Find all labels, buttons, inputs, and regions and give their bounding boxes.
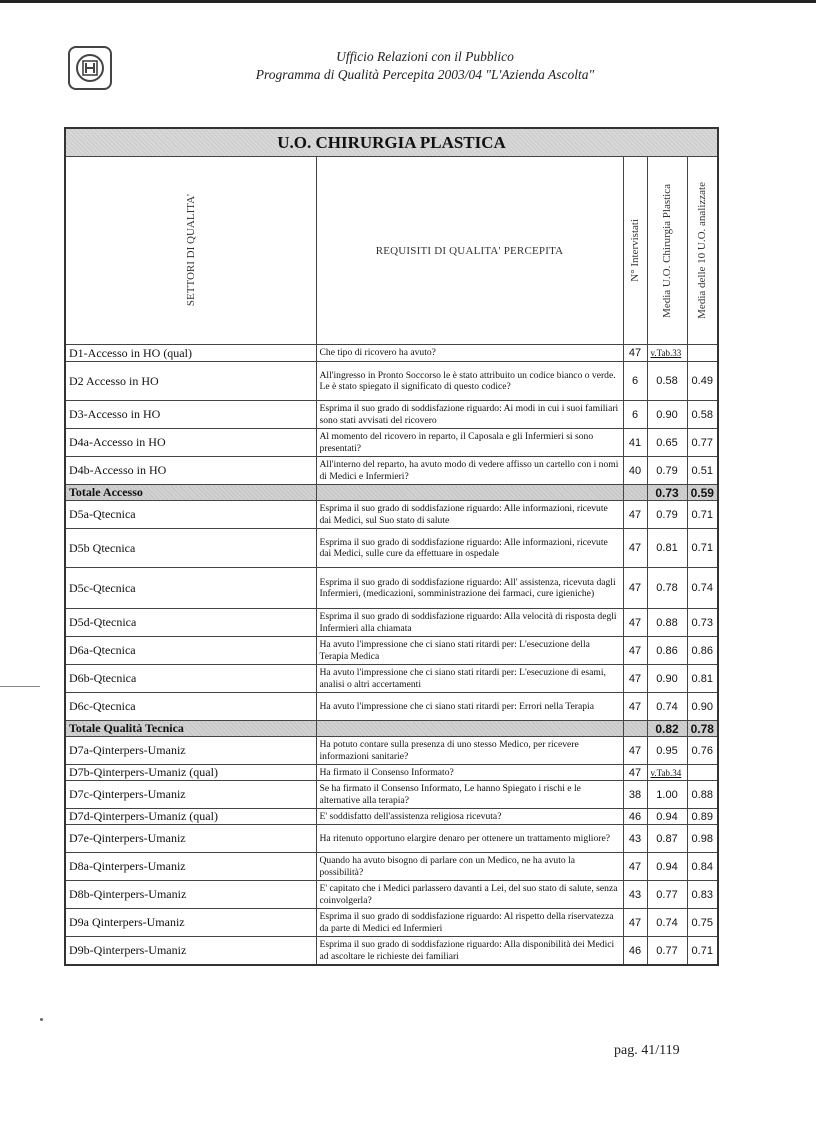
- all-mean-cell: 0.86: [687, 637, 718, 665]
- total-label: Totale Accesso: [65, 485, 316, 501]
- sector-cell: D8b-Qinterpers-Umaniz: [65, 881, 316, 909]
- all-mean-cell: 0.74: [687, 568, 718, 609]
- table-row: [65, 909, 718, 937]
- table-row: [65, 781, 718, 809]
- total-n-empty: [623, 721, 647, 737]
- all-mean-cell: [687, 765, 718, 781]
- requirement-cell: Esprima il suo grado di soddisfazione riguardo: Ai modi in cui i suoi familiari sono stati avvisati del ricovero: [316, 401, 623, 429]
- requirement-cell: E' capitato che i Medici parlassero davanti a Lei, del suo stato di salute, senza coinvolgerla?: [316, 881, 623, 909]
- requirement-cell: Quando ha avuto bisogno di parlare con un Medico, ne ha avuto la possibilità?: [316, 853, 623, 881]
- unit-mean-cell: 0.77: [647, 881, 687, 909]
- sector-cell: D3-Accesso in HO: [65, 401, 316, 429]
- table-row: [65, 853, 718, 881]
- page-header: [230, 48, 620, 84]
- sector-cell: D5b Qtecnica: [65, 529, 316, 568]
- sector-cell: D7c-Qinterpers-Umaniz: [65, 781, 316, 809]
- hospital-logo-icon: [68, 46, 112, 90]
- total-unit-mean: 0.73: [647, 485, 687, 501]
- interviewed-cell: 41: [623, 429, 647, 457]
- all-mean-cell: [687, 345, 718, 362]
- col-unit-mean-header: [647, 157, 687, 345]
- interviewed-cell: 6: [623, 401, 647, 429]
- table-row: [65, 693, 718, 721]
- unit-mean-cell: 0.77: [647, 937, 687, 966]
- sector-cell: D7b-Qinterpers-Umaniz (qual): [65, 765, 316, 781]
- interviewed-cell: 47: [623, 529, 647, 568]
- requirement-cell: Esprima il suo grado di soddisfazione riguardo: Alle informazioni, ricevute dai Medici, sul Suo stato di salute: [316, 501, 623, 529]
- requirement-cell: Ha avuto l'impressione che ci siano stati ritardi per: Errori nella Terapia: [316, 693, 623, 721]
- sector-cell: D7e-Qinterpers-Umaniz: [65, 825, 316, 853]
- sector-cell: D2 Accesso in HO: [65, 362, 316, 401]
- header-program: Programma di Qualità Percepita 2003/04 "L'Azienda Ascolta": [255, 67, 595, 82]
- requirement-cell: Ha ritenuto opportuno elargire denaro per ottenere un trattamento migliore?: [316, 825, 623, 853]
- all-mean-cell: 0.84: [687, 853, 718, 881]
- unit-mean-cell: 0.94: [647, 809, 687, 825]
- col-all-mean-header: [687, 157, 718, 345]
- requirement-cell: Ha firmato il Consenso Informato?: [316, 765, 623, 781]
- scan-top-edge: [0, 0, 816, 3]
- interviewed-cell: 43: [623, 881, 647, 909]
- table-row: [65, 809, 718, 825]
- interviewed-cell: 47: [623, 853, 647, 881]
- table-row: [65, 881, 718, 909]
- all-mean-cell: 0.71: [687, 529, 718, 568]
- table-reference-link[interactable]: v.Tab.33: [647, 345, 687, 362]
- unit-mean-cell: 1.00: [647, 781, 687, 809]
- sector-cell: D9b-Qinterpers-Umaniz: [65, 937, 316, 966]
- unit-mean-cell: 0.79: [647, 501, 687, 529]
- col-interviewed-header: [623, 157, 647, 345]
- requirement-cell: Che tipo di ricovero ha avuto?: [316, 345, 623, 362]
- table-row: [65, 765, 718, 781]
- all-mean-cell: 0.76: [687, 737, 718, 765]
- sectors-header-text: SETTORI DI QUALITA': [184, 194, 197, 307]
- interviewed-cell: 47: [623, 765, 647, 781]
- header-office: Ufficio Relazioni con il Pubblico: [336, 49, 514, 64]
- table-row: [65, 529, 718, 568]
- all-mean-cell: 0.90: [687, 693, 718, 721]
- sector-cell: D8a-Qinterpers-Umaniz: [65, 853, 316, 881]
- requirement-cell: E' soddisfatto dell'assistenza religiosa ricevuta?: [316, 809, 623, 825]
- requirement-cell: Ha potuto contare sulla presenza di uno stesso Medico, per ricevere informazioni sanitarie?: [316, 737, 623, 765]
- total-n-empty: [623, 485, 647, 501]
- table-row: [65, 362, 718, 401]
- interviewed-cell: 38: [623, 781, 647, 809]
- unit-mean-cell: 0.88: [647, 609, 687, 637]
- all-mean-cell: 0.81: [687, 665, 718, 693]
- unit-mean-cell: 0.78: [647, 568, 687, 609]
- table-title: U.O. CHIRURGIA PLASTICA: [65, 128, 718, 157]
- sector-cell: D1-Accesso in HO (qual): [65, 345, 316, 362]
- requirement-cell: All'ingresso in Pronto Soccorso le è stato attribuito un codice bianco o verde. Le è stato spiegato il significato di questo codice?: [316, 362, 623, 401]
- interviewed-cell: 46: [623, 937, 647, 966]
- table-row: [65, 825, 718, 853]
- sector-cell: D4b-Accesso in HO: [65, 457, 316, 485]
- requirement-cell: Ha avuto l'impressione che ci siano stati ritardi per: L'esecuzione di esami, analisi o altri accertamenti: [316, 665, 623, 693]
- table-row: [65, 665, 718, 693]
- table-row: [65, 637, 718, 665]
- table-row: [65, 401, 718, 429]
- requirement-cell: Ha avuto l'impressione che ci siano stati ritardi per: L'esecuzione della Terapia Medica: [316, 637, 623, 665]
- requirement-cell: Al momento del ricovero in reparto, il Caposala e gli Infermieri si sono presentati?: [316, 429, 623, 457]
- col-sectors-header: [65, 157, 316, 345]
- all-mean-cell: 0.71: [687, 501, 718, 529]
- total-all-mean: 0.59: [687, 485, 718, 501]
- interviewed-cell: 47: [623, 737, 647, 765]
- total-unit-mean: 0.82: [647, 721, 687, 737]
- unit-mean-cell: 0.90: [647, 401, 687, 429]
- requirement-cell: Se ha firmato il Consenso Informato, Le hanno Spiegato i rischi e le alternative alla terapia?: [316, 781, 623, 809]
- unit-mean-cell: 0.65: [647, 429, 687, 457]
- table-title-row: [65, 128, 718, 157]
- all-mean-cell: 0.73: [687, 609, 718, 637]
- unit-mean-cell: 0.81: [647, 529, 687, 568]
- table-row: [65, 568, 718, 609]
- interviewed-cell: 47: [623, 637, 647, 665]
- interviewed-header-text: N° Intervistati: [629, 219, 641, 282]
- table-row: [65, 457, 718, 485]
- scan-mark: [0, 686, 40, 687]
- unit-mean-cell: 0.86: [647, 637, 687, 665]
- sector-cell: D7d-Qinterpers-Umaniz (qual): [65, 809, 316, 825]
- all-mean-cell: 0.77: [687, 429, 718, 457]
- all-mean-cell: 0.98: [687, 825, 718, 853]
- all-mean-cell: 0.51: [687, 457, 718, 485]
- total-req-empty: [316, 485, 623, 501]
- scan-speck: [40, 1018, 43, 1021]
- interviewed-cell: 47: [623, 693, 647, 721]
- interviewed-cell: 47: [623, 568, 647, 609]
- total-req-empty: [316, 721, 623, 737]
- page-number: pag. 41/119: [614, 1043, 680, 1058]
- interviewed-cell: 47: [623, 609, 647, 637]
- all-mean-cell: 0.49: [687, 362, 718, 401]
- interviewed-cell: 47: [623, 909, 647, 937]
- unit-mean-cell: 0.79: [647, 457, 687, 485]
- quality-table: [64, 127, 719, 966]
- requirement-cell: Esprima il suo grado di soddisfazione riguardo: Alla disponibilità dei Medici ad ascoltare le richieste dei familiari: [316, 937, 623, 966]
- all-mean-cell: 0.71: [687, 937, 718, 966]
- requirement-cell: Esprima il suo grado di soddisfazione riguardo: All' assistenza, ricevuta dagli Infermieri, (medicazioni, somministrazione dei farmaci, cure igieniche): [316, 568, 623, 609]
- total-all-mean: 0.78: [687, 721, 718, 737]
- unit-mean-cell: 0.74: [647, 693, 687, 721]
- requirement-cell: Esprima il suo grado di soddisfazione riguardo: Alla velocità di risposta degli Infermieri alla chiamata: [316, 609, 623, 637]
- all-mean-cell: 0.89: [687, 809, 718, 825]
- interviewed-cell: 40: [623, 457, 647, 485]
- unit-mean-cell: 0.94: [647, 853, 687, 881]
- sector-cell: D5a-Qtecnica: [65, 501, 316, 529]
- table-row: [65, 609, 718, 637]
- interviewed-cell: 46: [623, 809, 647, 825]
- unit-mean-cell: 0.87: [647, 825, 687, 853]
- all-mean-cell: 0.88: [687, 781, 718, 809]
- all-mean-cell: 0.83: [687, 881, 718, 909]
- interviewed-cell: 47: [623, 345, 647, 362]
- total-label: Totale Qualità Tecnica: [65, 721, 316, 737]
- requirement-cell: All'interno del reparto, ha avuto modo di vedere affisso un cartello con i nomi di Medici e Infermieri?: [316, 457, 623, 485]
- all-mean-cell: 0.75: [687, 909, 718, 937]
- table-row: [65, 737, 718, 765]
- all-mean-header-text: Media delle 10 U.O. analizzate: [696, 182, 709, 319]
- unit-mean-cell: 0.74: [647, 909, 687, 937]
- all-mean-cell: 0.58: [687, 401, 718, 429]
- total-row: [65, 721, 718, 737]
- total-row: [65, 485, 718, 501]
- requirement-cell: Esprima il suo grado di soddisfazione riguardo: Al rispetto della riservatezza da parte di Medici ed Infermieri: [316, 909, 623, 937]
- sector-cell: D5c-Qtecnica: [65, 568, 316, 609]
- table-row: [65, 501, 718, 529]
- interviewed-cell: 47: [623, 665, 647, 693]
- sector-cell: D4a-Accesso in HO: [65, 429, 316, 457]
- table-row: [65, 429, 718, 457]
- interviewed-cell: 43: [623, 825, 647, 853]
- unit-mean-cell: 0.90: [647, 665, 687, 693]
- interviewed-cell: 47: [623, 501, 647, 529]
- interviewed-cell: 6: [623, 362, 647, 401]
- table-row: [65, 937, 718, 966]
- unit-mean-cell: 0.58: [647, 362, 687, 401]
- sector-cell: D7a-Qinterpers-Umaniz: [65, 737, 316, 765]
- unit-mean-header-text: Media U.O. Chirurgia Plastica: [661, 183, 673, 318]
- table-row: [65, 345, 718, 362]
- table-reference-link[interactable]: v.Tab.34: [647, 765, 687, 781]
- table-header-row: [65, 157, 718, 345]
- sector-cell: D5d-Qtecnica: [65, 609, 316, 637]
- sector-cell: D6c-Qtecnica: [65, 693, 316, 721]
- sector-cell: D9a Qinterpers-Umaniz: [65, 909, 316, 937]
- sector-cell: D6b-Qtecnica: [65, 665, 316, 693]
- unit-mean-cell: 0.95: [647, 737, 687, 765]
- col-requirements-header: REQUISITI DI QUALITA' PERCEPITA: [316, 157, 623, 345]
- requirement-cell: Esprima il suo grado di soddisfazione riguardo: Alle informazioni, ricevute dai Medici, sulle cure da effettuare in ospedale: [316, 529, 623, 568]
- sector-cell: D6a-Qtecnica: [65, 637, 316, 665]
